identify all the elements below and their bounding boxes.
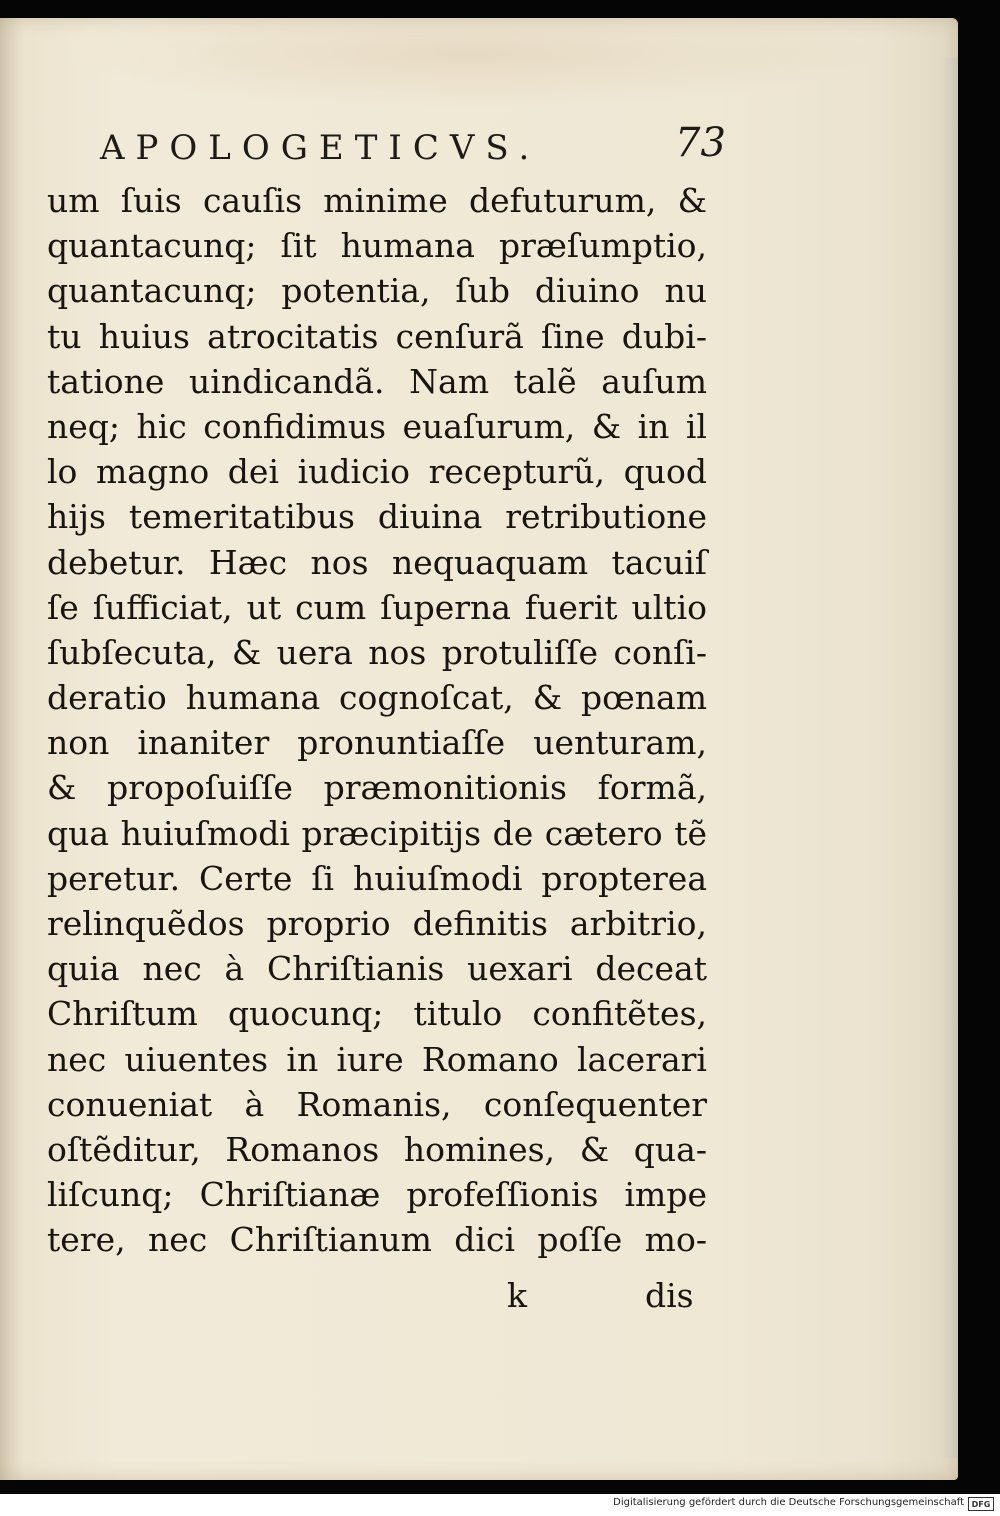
catchword: dis	[645, 1276, 694, 1315]
text-line: non inaniter pronuntiaſſe uenturam,	[47, 723, 707, 763]
page-stain	[60, 18, 880, 108]
text-line: conueniat à Romanis, conſequenter	[47, 1084, 707, 1124]
text-line: qua huiuſmodi præcipitijs de cætero tẽ	[47, 813, 707, 853]
dfg-logo: DFG	[968, 1497, 994, 1511]
digitization-note: Digitalisierung gefördert durch die Deutsche Forschungsgemeinschaft	[613, 1497, 964, 1508]
text-line: tere, nec Chriſtianum dici poſſe mo-	[47, 1220, 707, 1260]
text-line: tatione uindicandã. Nam talẽ auſum	[47, 361, 707, 401]
page-header	[100, 120, 726, 176]
text-line: ſubſecuta, & uera nos protuliſſe conſi-	[47, 632, 707, 672]
text-line: & propoſuiſſe præmonitionis formã,	[47, 768, 707, 808]
text-line: oſtẽditur, Romanos homines, & qua-	[47, 1129, 707, 1169]
text-line: lo magno dei iudicio recepturũ, quod	[47, 452, 707, 492]
text-line: Chriſtum quocunq; titulo confitẽtes,	[47, 994, 707, 1034]
digitization-footer	[0, 1494, 1000, 1516]
text-line: quia nec à Chriſtianis uexari deceat	[47, 949, 707, 989]
text-line: nec uiuentes in iure Romano lacerari	[47, 1039, 707, 1079]
text-line: tu huius atrocitatis cenſurã ſine dubi-	[47, 316, 707, 356]
text-line: relinquẽdos proprio definitis arbitrio,	[47, 904, 707, 943]
text-line: um ſuis cauſis minime defuturum, &	[47, 181, 707, 220]
signature-mark: k	[507, 1276, 527, 1315]
text-line: liſcunq; Chriſtianæ profeſſionis impe	[47, 1175, 707, 1215]
text-line: debetur. Hæc nos nequaquam tacuiſ	[47, 542, 707, 582]
book-page	[0, 18, 958, 1480]
page-number: 73	[675, 120, 726, 166]
text-line: neq; hic confidimus euaſurum, & in il	[47, 406, 707, 446]
text-line: quantacunq; ſit humana præſumptio,	[47, 226, 707, 266]
page-edge	[940, 58, 958, 1458]
text-line: deratio humana cognoſcat, & pœnam	[47, 678, 707, 718]
text-line: ſe ſufficiat, ut cum ſuperna fuerit ultio	[47, 587, 707, 627]
text-line: quantacunq; potentia, ſub diuino nu	[47, 271, 707, 311]
body-text	[47, 178, 707, 1263]
text-line: peretur. Certe ſi huiuſmodi propterea	[47, 858, 707, 898]
running-title: APOLOGETICVS.	[100, 128, 541, 168]
text-line: hijs temeritatibus diuina retributione	[47, 497, 707, 537]
